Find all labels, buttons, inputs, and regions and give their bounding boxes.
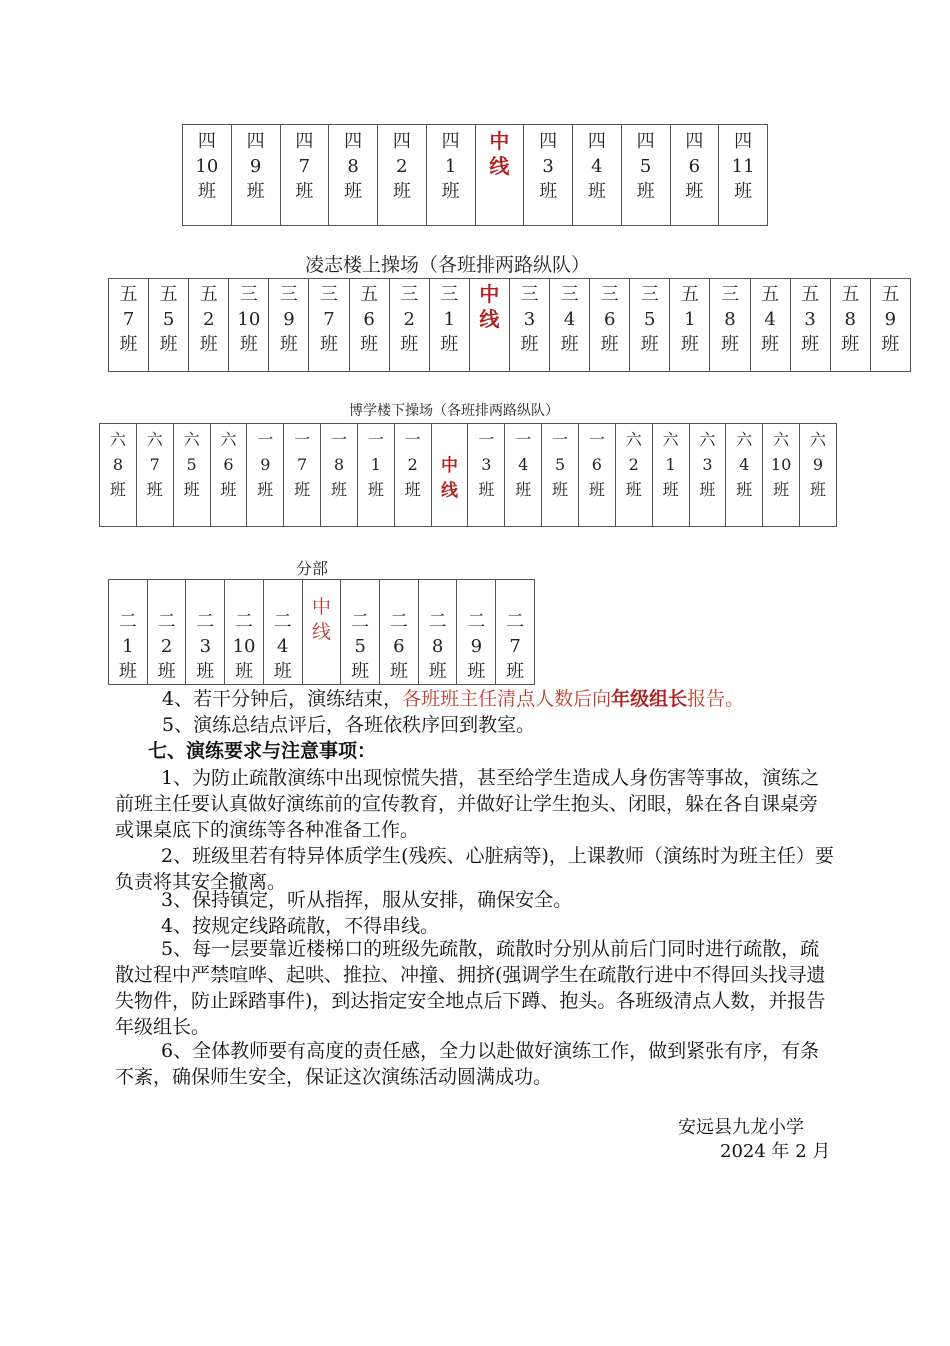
class-cell: 五 6 班 bbox=[349, 279, 389, 372]
class-cell: 二 10 班 bbox=[225, 580, 264, 685]
class-cell: 一 9 班 bbox=[247, 424, 284, 527]
class-cell: 六 1 班 bbox=[652, 424, 689, 527]
class-cell: 四 3 班 bbox=[524, 125, 573, 226]
class-cell: 一 4 班 bbox=[505, 424, 542, 527]
class-cell: 三 1 班 bbox=[429, 279, 469, 372]
class-cell: 六 7 班 bbox=[136, 424, 173, 527]
class-cell: 五 9 班 bbox=[870, 279, 910, 372]
class-cell: 一 6 班 bbox=[578, 424, 615, 527]
lower-field-caption: 博学楼下操场（各班排两路纵队） bbox=[349, 403, 559, 419]
class-cell: 二 1 班 bbox=[109, 580, 148, 685]
class-cell: 二 3 班 bbox=[186, 580, 225, 685]
class-cell: 四 5 班 bbox=[621, 125, 670, 226]
class-cell: 三 10 班 bbox=[229, 279, 269, 372]
floor4-lineup-table bbox=[182, 124, 768, 226]
class-cell: 二 6 班 bbox=[380, 580, 419, 685]
center-line-cell: 中 线 bbox=[469, 279, 509, 372]
class-cell: 二 4 班 bbox=[263, 580, 302, 685]
class-cell: 五 2 班 bbox=[189, 279, 229, 372]
requirement-4: 4、按规定线路疏散，不得串线。 bbox=[161, 915, 440, 937]
signature-org: 安远县九龙小学 bbox=[678, 1117, 804, 1138]
class-cell: 三 6 班 bbox=[590, 279, 630, 372]
class-cell: 一 2 班 bbox=[394, 424, 431, 527]
class-cell: 四 8 班 bbox=[329, 125, 378, 226]
lower-field-lineup-table bbox=[99, 423, 837, 527]
class-cell: 一 8 班 bbox=[321, 424, 358, 527]
requirement-5: 5、每一层要靠近楼梯口的班级先疏散，疏散时分别从前后门同时进行疏散，疏散过程中严禁喧哗、起哄、推拉、冲撞、拥挤(强调学生在疏散行进中不得回头找寻遗失物件，防止踩踏事件)，到达指定安全地点后下蹲、抱头。各班级清点人数，并报告年级组长。 bbox=[115, 938, 826, 1038]
class-cell: 二 7 班 bbox=[496, 580, 535, 685]
class-cell: 四 4 班 bbox=[573, 125, 622, 226]
class-cell: 六 9 班 bbox=[800, 424, 837, 527]
class-cell: 三 3 班 bbox=[509, 279, 549, 372]
center-line-cell: 中 线 bbox=[475, 125, 524, 226]
requirement-1: 1、为防止疏散演练中出现惊慌失措，甚至给学生造成人身伤害等事故，演练之前班主任要认真做好演练前的宣传教育，并做好让学生抱头、闭眼，躲在各自课桌旁或课桌底下的演练等各种准备工作。 bbox=[115, 767, 820, 841]
class-cell: 六 6 班 bbox=[210, 424, 247, 527]
branch-caption: 分部 bbox=[296, 559, 329, 578]
center-line-cell: 中 线 bbox=[431, 424, 468, 527]
class-cell: 三 9 班 bbox=[269, 279, 309, 372]
class-cell: 五 1 班 bbox=[670, 279, 710, 372]
branch-lineup-table bbox=[108, 579, 535, 685]
class-cell: 一 3 班 bbox=[468, 424, 505, 527]
class-cell: 四 9 班 bbox=[231, 125, 280, 226]
class-cell: 四 7 班 bbox=[280, 125, 329, 226]
class-cell: 一 5 班 bbox=[542, 424, 579, 527]
class-cell: 四 10 班 bbox=[183, 125, 232, 226]
class-cell: 五 7 班 bbox=[109, 279, 149, 372]
step-5: 5、演练总结点评后，各班依秩序回到教室。 bbox=[162, 714, 536, 736]
class-cell: 二 5 班 bbox=[341, 580, 380, 685]
class-cell: 六 3 班 bbox=[689, 424, 726, 527]
class-cell: 四 2 班 bbox=[378, 125, 427, 226]
class-cell: 五 4 班 bbox=[750, 279, 790, 372]
upper-field-lineup-table bbox=[108, 278, 911, 372]
center-line-cell: 中 线 bbox=[302, 580, 341, 685]
step-4: 4、若干分钟后，演练结束，各班班主任清点人数后向年级组长报告。 bbox=[162, 688, 745, 710]
class-cell: 六 2 班 bbox=[615, 424, 652, 527]
class-cell: 六 8 班 bbox=[100, 424, 137, 527]
section-7-heading: 七、演练要求与注意事项： bbox=[148, 740, 377, 762]
class-cell: 三 7 班 bbox=[309, 279, 349, 372]
class-cell: 六 4 班 bbox=[726, 424, 763, 527]
class-cell: 二 8 班 bbox=[418, 580, 457, 685]
class-cell: 四 11 班 bbox=[719, 125, 768, 226]
class-cell: 五 8 班 bbox=[830, 279, 870, 372]
requirement-3: 3、保持镇定，听从指挥，服从安排，确保安全。 bbox=[161, 889, 573, 911]
class-cell: 三 5 班 bbox=[630, 279, 670, 372]
class-cell: 三 2 班 bbox=[389, 279, 429, 372]
requirement-6: 6、全体教师要有高度的责任感，全力以赴做好演练工作，做到紧张有序，有条不紊，确保师生安全，保证这次演练活动圆满成功。 bbox=[115, 1040, 820, 1088]
class-cell: 二 9 班 bbox=[457, 580, 496, 685]
class-cell: 四 1 班 bbox=[426, 125, 475, 226]
class-cell: 一 1 班 bbox=[357, 424, 394, 527]
class-cell: 一 7 班 bbox=[284, 424, 321, 527]
signature-date: 2024 年 2 月 bbox=[720, 1141, 831, 1162]
class-cell: 五 3 班 bbox=[790, 279, 830, 372]
class-cell: 二 2 班 bbox=[147, 580, 186, 685]
class-cell: 六 5 班 bbox=[173, 424, 210, 527]
class-cell: 三 8 班 bbox=[710, 279, 750, 372]
class-cell: 五 5 班 bbox=[149, 279, 189, 372]
class-cell: 三 4 班 bbox=[550, 279, 590, 372]
class-cell: 四 6 班 bbox=[670, 125, 719, 226]
requirement-2: 2、班级里若有特异体质学生(残疾、心脏病等)，上课教师（演练时为班主任）要负责将其安全撤离。 bbox=[115, 845, 834, 893]
class-cell: 六 10 班 bbox=[763, 424, 800, 527]
upper-field-caption: 凌志楼上操场（各班排两路纵队） bbox=[305, 254, 591, 276]
